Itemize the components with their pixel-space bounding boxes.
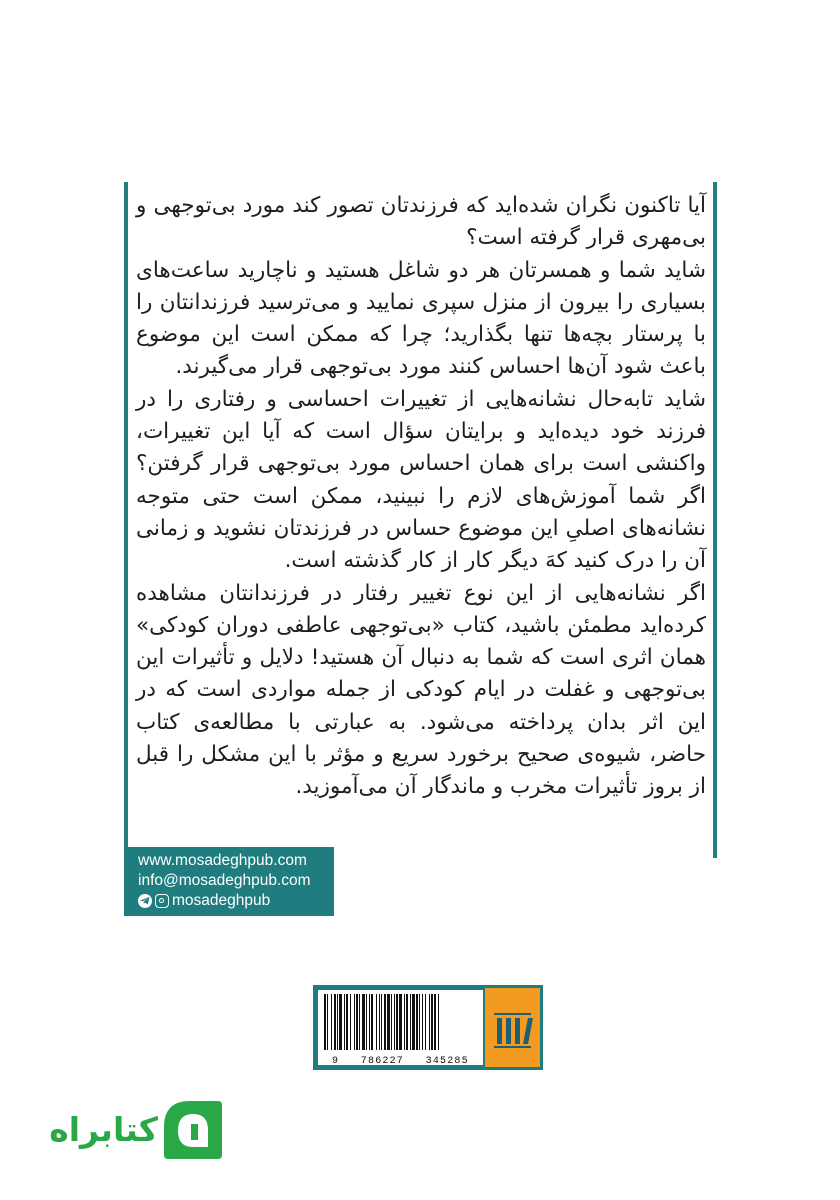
barcode-bar — [339, 994, 342, 1050]
barcode-bar — [356, 994, 358, 1050]
ketabrah-logo[interactable] — [40, 1095, 225, 1165]
paragraph-1: آیا تاکنون نگران شده‌اید که فرزندتان تصور کند مورد بی‌توجهی و بی‌مهری قرار گرفته است؟ — [136, 193, 706, 251]
barcode-bar — [419, 994, 420, 1050]
barcode-bar — [371, 994, 373, 1050]
ketabrah-wordmark: کتابراه — [49, 1110, 158, 1149]
paragraph-4: اگر نشانه‌هایی از این نوع تغییر رفتار در فرزندانتان مشاهده کرده‌اید مطمئن باشید، کتاب «بی‌توجهی عاطفی دوران کودکی» همان اثری است که شما به دنبال آن هستید! دلایل و تأثیرات این بی‌توجهی و غفلت در ایام کودکی از جمله مواردی است که در این اثر بدان پرداخته می‌شود. به عبارتی با مطالعه‌ی کتاب حاضر، شیوه‌ی صحیح برخورد سریع و مؤثر با این مشکل را قبل از بروز تأثیرات مخرب و ماندگار آن می‌آموزید. — [136, 580, 706, 800]
barcode-bar — [324, 994, 326, 1050]
barcode-bar — [350, 994, 351, 1050]
barcode-bar — [381, 994, 382, 1050]
barcode-bar — [404, 994, 405, 1050]
barcode-bar — [410, 994, 411, 1050]
barcode-bar — [399, 994, 402, 1050]
barcode-bar — [416, 994, 418, 1050]
barcode-bar — [394, 994, 395, 1050]
barcode-bar — [366, 994, 367, 1050]
barcode-bar — [425, 994, 426, 1050]
barcode-bar — [384, 994, 386, 1050]
barcode-bar — [387, 994, 390, 1050]
barcode-bar — [337, 994, 338, 1050]
barcode-bar — [429, 994, 430, 1050]
back-cover-text — [136, 190, 706, 804]
barcode-bar — [344, 994, 345, 1050]
barcode-bar — [431, 994, 433, 1050]
social-row — [138, 891, 334, 911]
barcode-bar — [438, 994, 439, 1050]
barcode-bar — [331, 994, 332, 1050]
barcode-bar — [434, 994, 436, 1050]
barcode-bar — [396, 994, 398, 1050]
social-handle[interactable]: mosadeghpub — [172, 892, 271, 909]
barcode — [318, 990, 483, 1065]
barcode-bar — [354, 994, 355, 1050]
barcode-bars — [318, 990, 483, 1054]
website-link[interactable]: www.mosadeghpub.com — [138, 852, 307, 869]
telegram-icon[interactable] — [138, 894, 152, 908]
barcode-bar — [362, 994, 365, 1050]
barcode-bar — [379, 994, 380, 1050]
email-link[interactable]: info@mosadeghpub.com — [138, 872, 311, 889]
barcode-bar — [391, 994, 392, 1050]
barcode-bar — [369, 994, 370, 1050]
publisher-contact-box — [124, 847, 334, 916]
barcode-bar — [359, 994, 360, 1050]
barcode-bar — [412, 994, 415, 1050]
barcode-bar — [422, 994, 423, 1050]
ketabrah-icon — [160, 1097, 226, 1163]
barcode-bar — [346, 994, 348, 1050]
barcode-bar — [327, 994, 328, 1050]
barcode-bar — [376, 994, 377, 1050]
barcode-bar — [406, 994, 408, 1050]
isbn-number: 9 786227 345285 — [332, 1056, 469, 1067]
barcode-bar — [334, 994, 336, 1050]
paragraph-2: شاید شما و همسرتان هر دو شاغل هستید و ناچارید ساعت‌های بسیاری را بیرون از منزل سپری نمایید و می‌ترسید فرزندانتان را با پرستار بچه‌ها تنها بگذارید؛ چرا که ممکن است این موضوع باعث شود آن‌ها احساس کنند مورد بی‌توجهی قرار می‌گیرند. — [136, 257, 706, 380]
paragraph-3: شاید تابه‌حال نشانه‌هایی از تغییرات احساسی و رفتاری را در فرزند خود دیده‌اید و برایتان سؤال است که آیا این تغییرات، واکنشی است برای همان احساس مورد بی‌توجهی قرار گرفتن؟ اگر شما آموزش‌های لازم را نبینید، ممکن است حتی متوجه نشانه‌های اصلیِ این موضوع حساس در فرزندتان نشوید و زمانی آن را درک کنید کهَ دیگر کار از کار گذشته است. — [136, 386, 706, 574]
barcode-frame — [313, 985, 543, 1070]
publisher-logo — [485, 988, 540, 1067]
instagram-icon[interactable] — [155, 894, 169, 908]
